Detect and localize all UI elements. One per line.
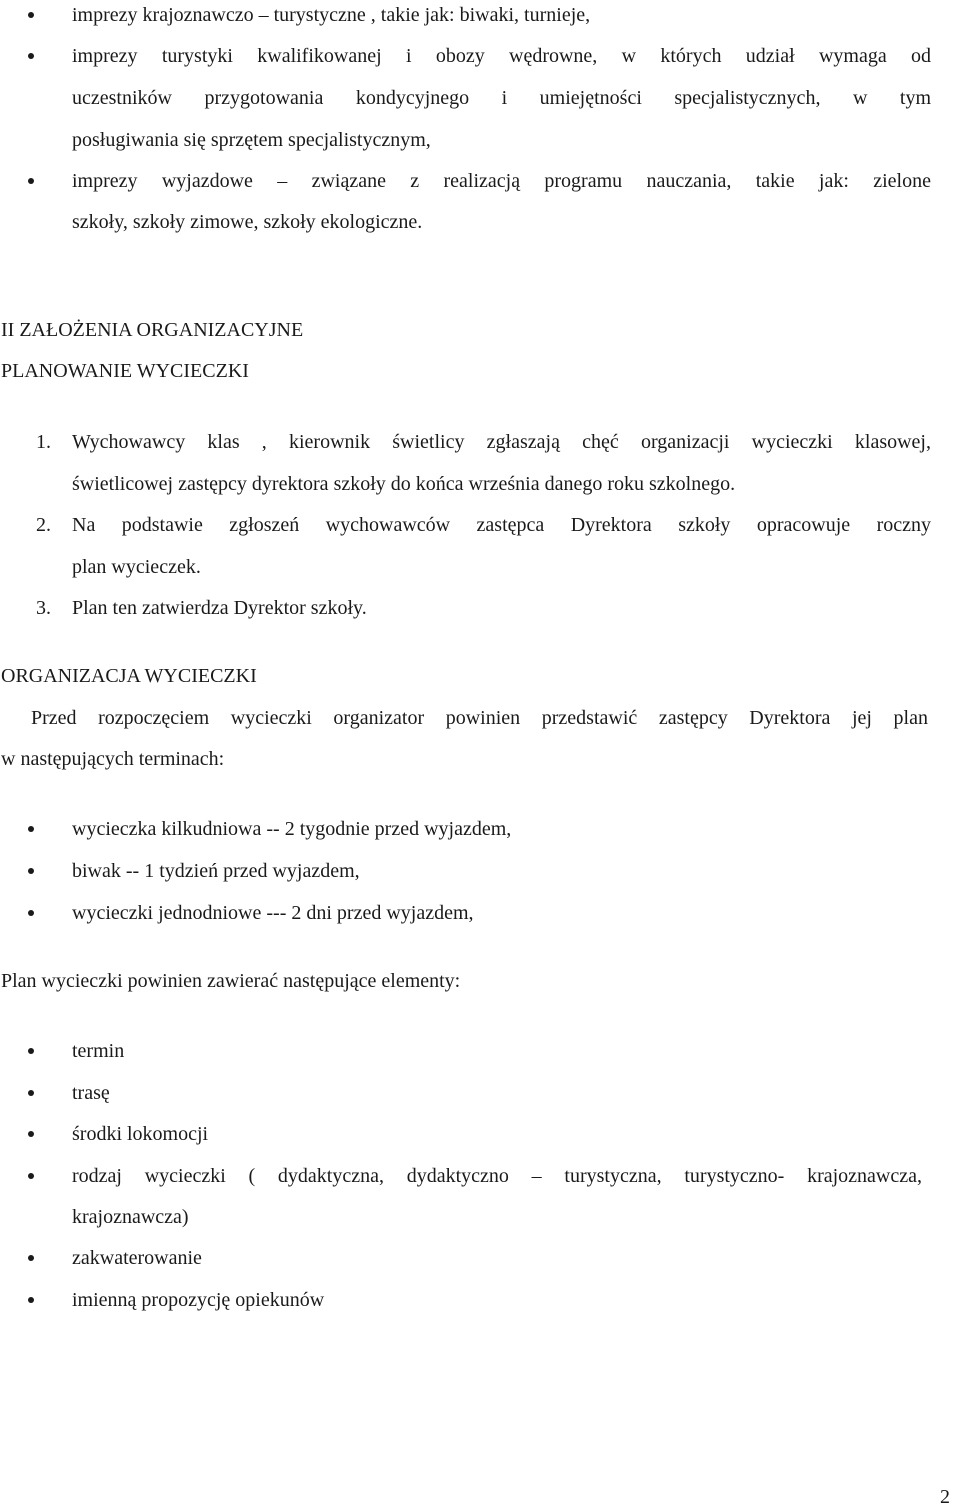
paragraph-line: w następujących terminach: <box>1 748 225 770</box>
list-item-line: wycieczki jednodniowe --- 2 dni przed wyjazdem, <box>72 902 474 924</box>
list-item-line: imprezy turystyki kwalifikowanej i obozy wędrowne, w których udział wymaga od <box>72 45 931 67</box>
bullet-dot <box>28 12 34 18</box>
section-heading: ORGANIZACJA WYCIECZKI <box>1 665 257 687</box>
list-item-line: imprezy wyjazdowe – związane z realizacją programu nauczania, takie jak: zielone <box>72 170 931 192</box>
list-item-line: uczestników przygotowania kondycyjnego i umiejętności specjalistycznych, w tym <box>72 87 931 109</box>
bullet-dot <box>28 826 34 832</box>
list-item-line: zakwaterowanie <box>72 1247 202 1269</box>
list-item-line: wycieczka kilkudniowa -- 2 tygodnie przed wyjazdem, <box>72 818 512 840</box>
list-item-line: szkoły, szkoły zimowe, szkoły ekologiczne. <box>72 211 423 233</box>
page-number: 2 <box>940 1486 950 1508</box>
bullet-dot <box>28 910 34 916</box>
numbered-item-line: Na podstawie zgłoszeń wychowawców zastępca Dyrektora szkoły opracowuje roczny <box>72 514 931 536</box>
bullet-dot <box>28 1173 34 1179</box>
numbered-item-line: plan wycieczek. <box>72 556 201 578</box>
bullet-dot <box>28 1090 34 1096</box>
bullet-dot <box>28 1048 34 1054</box>
paragraph-line: Plan wycieczki powinien zawierać następujące elementy: <box>1 970 461 992</box>
numbered-item-line: Plan ten zatwierdza Dyrektor szkoły. <box>72 597 367 619</box>
paragraph-line: Przed rozpoczęciem wycieczki organizator powinien przedstawić zastępcy Dyrektora jej plan <box>31 707 928 729</box>
bullet-dot <box>28 178 34 184</box>
list-item-line: termin <box>72 1040 125 1062</box>
list-item-line: imprezy krajoznawczo – turystyczne , takie jak: biwaki, turnieje, <box>72 4 591 26</box>
bullet-dot <box>28 1255 34 1261</box>
bullet-dot <box>28 868 34 874</box>
bullet-dot <box>28 1297 34 1303</box>
list-item-line: środki lokomocji <box>72 1123 209 1145</box>
numbered-item-line: świetlicowej zastępcy dyrektora szkoły do końca września danego roku szkolnego. <box>72 473 736 495</box>
list-item-line: posługiwania się sprzętem specjalistycznym, <box>72 129 431 151</box>
list-number: 1. <box>36 431 51 453</box>
bullet-dot <box>28 1131 34 1137</box>
list-item-line: rodzaj wycieczki ( dydaktyczna, dydaktyczno – turystyczna, turystyczno- krajoznawcza, <box>72 1165 922 1187</box>
list-number: 2. <box>36 514 51 536</box>
list-item-line: imienną propozycję opiekunów <box>72 1289 325 1311</box>
list-item-line: trasę <box>72 1082 110 1104</box>
bullet-dot <box>28 53 34 59</box>
list-item-line: krajoznawcza) <box>72 1206 189 1228</box>
section-subheading: PLANOWANIE WYCIECZKI <box>1 360 249 382</box>
numbered-item-line: Wychowawcy klas , kierownik świetlicy zgłaszają chęć organizacji wycieczki klasowej, <box>72 431 931 453</box>
list-item-line: biwak -- 1 tydzień przed wyjazdem, <box>72 860 360 882</box>
list-number: 3. <box>36 597 51 619</box>
section-heading: II ZAŁOŻENIA ORGANIZACYJNE <box>1 319 304 341</box>
